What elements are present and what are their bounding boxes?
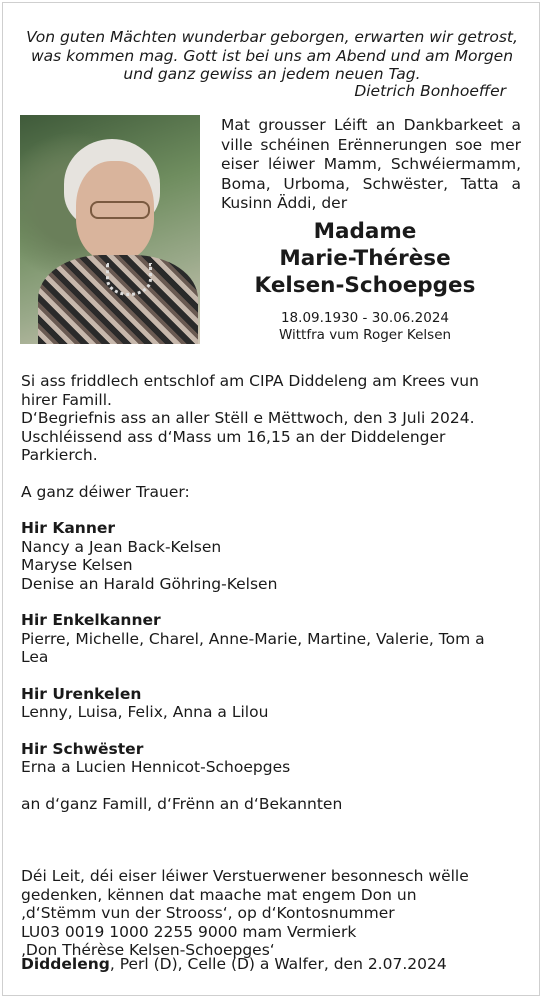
donation-line: Déi Leit, déi eiser léiwer Verstuerwener besonnesch wëlle <box>21 867 469 885</box>
announcement-line: Si ass friddlech entschlof am CIPA Diddeleng am Krees vun <box>21 372 479 390</box>
life-dates: 18.09.1930 - 30.06.2024 <box>280 310 450 326</box>
deceased-surname: Kelsen-Schoepges <box>254 273 476 298</box>
mass-info: Uschléissend ass d‘Mass um 16,15 an der Diddelenger <box>21 427 446 446</box>
family-member: Denise an Harald Göhring-Kelsen <box>21 574 278 593</box>
footer-rest: , Perl (D), Celle (D) a Walfer, den 2.07.2024 <box>109 955 447 973</box>
grandchildren-heading: Hir Enkelkanner <box>21 611 161 629</box>
quote-line: was kommen mag. Gott ist bei uns am Abend und am Morgen <box>30 46 514 65</box>
place-date-footer <box>21 955 447 973</box>
mass-info: Parkierch. <box>21 446 98 464</box>
mourning-line: A ganz déiwer Trauer: <box>21 482 190 501</box>
family-member: Nancy a Jean Back-Kelsen <box>21 537 222 556</box>
deceased-title: Madame <box>313 219 417 244</box>
quote-line: Von guten Mächten wunderbar geborgen, erwarten wir getrost, <box>26 28 518 46</box>
family-member: Lea <box>21 648 49 666</box>
others-line: an d‘ganz Famill, d‘Frënn an d‘Bekannten <box>21 794 343 813</box>
quote-author: Dietrich Bonhoeffer <box>354 82 506 100</box>
footer-place: Diddeleng <box>21 955 110 973</box>
sister-heading: Hir Schwëster <box>21 739 144 758</box>
deceased-first-names: Marie-Thérèse <box>279 246 451 271</box>
donation-line: LU03 0019 1000 2255 9000 mam Vermierk <box>21 922 357 941</box>
family-member: Pierre, Michelle, Charel, Anne-Marie, Martine, Valerie, Tom a <box>21 629 485 648</box>
quote-line: und ganz gewiss an jedem neuen Tag. <box>123 65 421 83</box>
announcement-line: hirer Famill. <box>21 390 112 409</box>
deceased-name <box>205 218 525 299</box>
donation-line: ‚Don Thérèse Kelsen-Schoepges‘ <box>21 941 275 959</box>
donation-line: ‚d‘Stëmm vun der Strooss‘, op d‘Kontosnummer <box>21 904 395 922</box>
bonhoeffer-quote <box>0 28 544 84</box>
announcement-body <box>21 372 526 960</box>
widow-of: Wittfra vum Roger Kelsen <box>278 327 452 343</box>
funeral-info: D‘Begriefnis ass an aller Stëll e Mëttwoch, den 3 Juli 2024. <box>21 409 475 427</box>
portrait-photo <box>20 115 200 344</box>
family-member: Maryse Kelsen <box>21 556 133 574</box>
donation-line: gedenken, kënnen dat maache mat engem Don un <box>21 885 417 904</box>
great-grandchildren-heading: Hir Urenkelen <box>21 684 142 703</box>
intro-text: Mat grousser Léift an Dankbarkeet a ville schéinen Erënnerungen soe mer eiser léiwer Mamm, Schwéiermamm, Boma, Urboma, Schwëster, Tatta a Kusinn Äddi, der <box>221 116 521 212</box>
deceased-info <box>205 310 525 344</box>
family-member: Lenny, Luisa, Felix, Anna a Lilou <box>21 703 269 721</box>
children-heading: Hir Kanner <box>21 519 116 537</box>
family-member: Erna a Lucien Hennicot-Schoepges <box>21 758 291 776</box>
